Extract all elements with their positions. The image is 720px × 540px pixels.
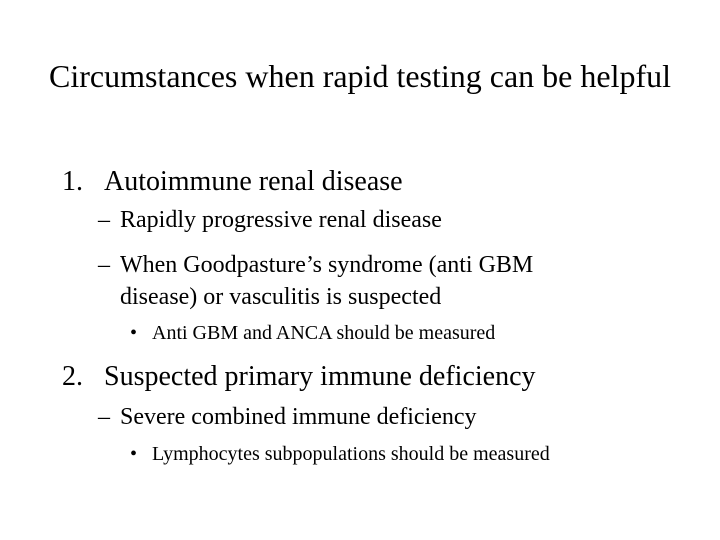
bullet-dot: •: [130, 443, 138, 465]
bullet-dot: •: [130, 322, 138, 344]
sub-item-text-continued: disease) or vasculitis is suspected: [120, 284, 442, 310]
dash-bullet: –: [98, 404, 110, 430]
sub-item-text: Severe combined immune deficiency: [120, 404, 477, 430]
dash-bullet: –: [98, 252, 110, 278]
list-item-text: Autoimmune renal disease: [104, 166, 403, 197]
list-item-text: Suspected primary immune deficiency: [104, 361, 536, 392]
sub-sub-item-text: Anti GBM and ANCA should be measured: [152, 322, 496, 344]
slide-title: Circumstances when rapid testing can be helpful: [48, 58, 672, 94]
list-number: 2.: [62, 361, 83, 392]
sub-sub-item-text: Lymphocytes subpopulations should be measured: [152, 443, 550, 465]
sub-item-text: When Goodpasture’s syndrome (anti GBM: [120, 252, 534, 278]
sub-item-text: Rapidly progressive renal disease: [120, 207, 442, 233]
dash-bullet: –: [98, 207, 110, 233]
list-number: 1.: [62, 166, 83, 197]
